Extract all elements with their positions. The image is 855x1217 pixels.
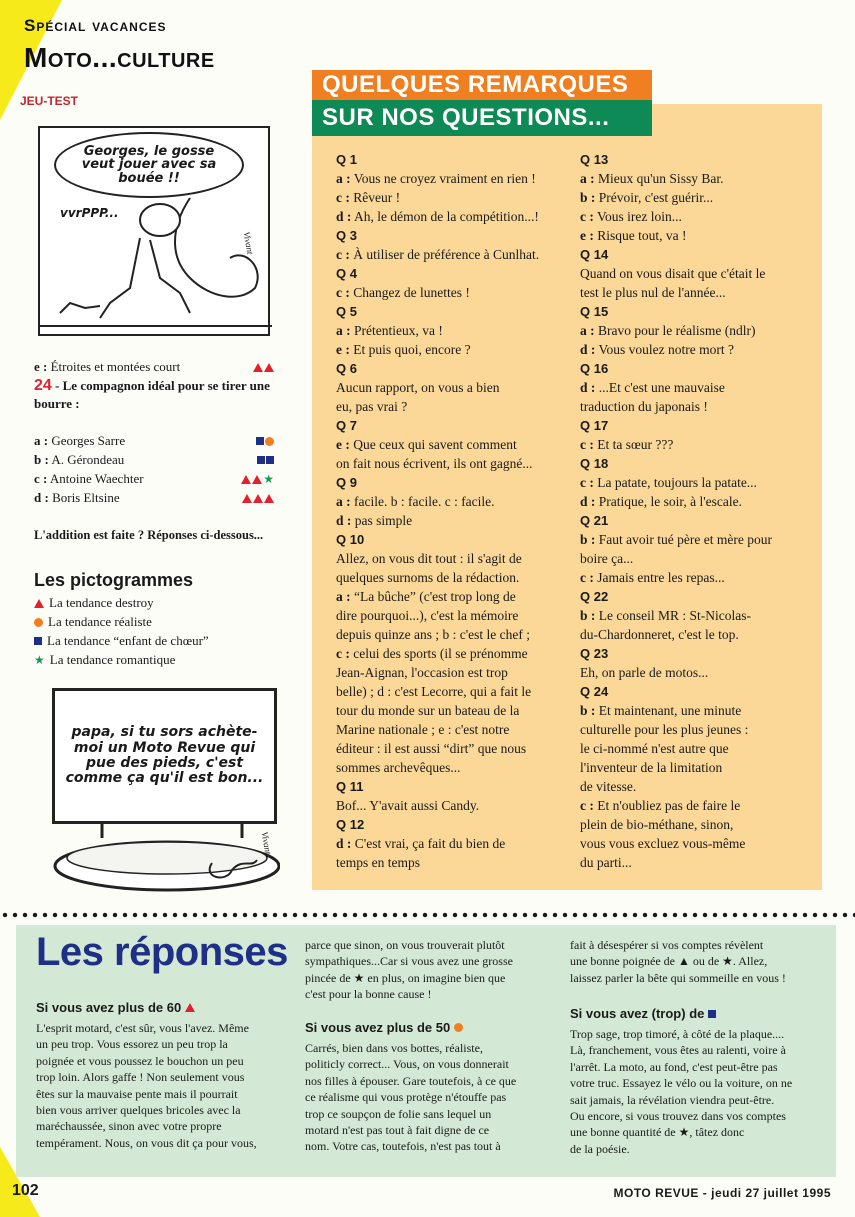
option-letter: d : [580,342,596,357]
question-heading: Q 13 [580,152,609,167]
text-line: Marine nationale ; e : c'est notre [336,722,510,737]
square-icon [266,456,274,464]
option-letter: d : [336,513,352,528]
text-line: laissez parler la bête qui sommeille en vous ! [570,970,786,985]
option-letter: d : [580,380,596,395]
question-heading: Q 10 [336,532,365,547]
text-line: pincée de ★ en plus, on imagine bien que [305,970,506,985]
square-icon [257,456,265,464]
text-line: belle) ; d : c'est Lecorre, qui a fait le [336,684,532,699]
heading-over-50 [305,1020,463,1035]
answer-option-label: c : Antoine Waechter [34,471,144,486]
text-line: dire pourquoi...), c'est la mémoire [336,608,519,623]
text-line: d : C'est vrai, ça fait du bien de [336,836,506,851]
heading-over-60 [36,1000,195,1015]
option-letter: c : [336,646,350,661]
square-icon [256,437,264,445]
question-heading: Q 14 [580,247,609,262]
text-line: du-Chardonneret, c'est le top. [580,627,739,642]
option-letter: a : [580,323,595,338]
artist-signature: Vivant [241,230,256,256]
star-icon: ★ [34,653,45,667]
text-line: quelques surnoms de la rédaction. [336,570,520,585]
pictogram-legend-label: La tendance destroy [49,595,154,610]
option-letter: a : [336,323,351,338]
option-letter: d : [580,494,596,509]
answer-option-label: a : Georges Sarre [34,433,126,448]
heading-over-50-text: Si vous avez plus de 50 [305,1020,451,1035]
text-line: êtes sur la mauvaise pente mais il pourrait [36,1086,238,1101]
text-line: sympathiques...Car si vous avez une grosse [305,954,513,969]
answer-option-marks [241,473,274,485]
answers-title: Les réponses [36,930,288,974]
triangle-icon [185,1003,195,1012]
remarks-column-2 [580,150,815,872]
text-line: de vitesse. [580,779,637,794]
text-line: Trop sage, trop timoré, à côté de la plaque.... [570,1027,785,1041]
text-line: depuis quinze ans ; b : c'est le chef ; [336,627,530,642]
pictogram-legend-row [34,613,152,631]
text-line: ce réalisme qui vous protège n'étouffe pas [305,1090,507,1105]
dotted-separator [0,910,855,920]
option-letter: c : [336,247,350,262]
text-line: c : Vous irez loin... [580,209,682,224]
pictogram-legend-label: La tendance romantique [49,652,176,667]
pictogram-legend-label: La tendance “enfant de chœur” [47,633,209,648]
option-letter: c : [336,285,350,300]
text-line: votre truc. Essayez le vélo ou la voiture, on ne [570,1076,793,1091]
text-line: b : Le conseil MR : St-Nicolas- [580,608,751,623]
text-line: parce que sinon, on vous trouverait plutôt [305,938,505,952]
question-24 [34,377,274,413]
question-heading: Q 24 [580,684,609,699]
text-line: un peu trop. Vous essorez un peu trop la [36,1037,228,1052]
footer-credit: MOTO REVUE - jeudi 27 juillet 1995 [613,1186,831,1200]
text-line: d : Pratique, le soir, à l'escale. [580,494,742,509]
cartoon-2 [42,688,280,898]
remarks-banner-bottom: SUR NOS QUESTIONS... [312,100,652,136]
text-line: Là, franchement, vous êtes au ralenti, voire à [570,1043,786,1058]
option-letter: c : [580,437,594,452]
option-letter: a : [34,433,49,448]
text-line: une bonne quantité de ★, tâtez donc [570,1125,745,1140]
text-line: d : Vous voulez notre mort ? [580,342,734,357]
text-line: c : Jamais entre les repas... [580,570,725,585]
text-line: sait jamais, la révélation viendra peut-être. [570,1092,775,1107]
text-line: Jean-Aignan, l'occasion est trop [336,665,508,680]
question-heading: Q 16 [580,361,609,376]
option-letter: e : [580,228,594,243]
text-line: Allez, on vous dit tout : il s'agit de [336,551,522,566]
answers-column-2a [305,937,513,1003]
text-line: Quand on vous disait que c'était le [580,266,766,281]
answers-column-3a [570,937,786,986]
text-line: de la poésie. [570,1141,630,1156]
addition-note: L'addition est faite ? Réponses ci-dessous... [34,528,264,542]
question-number: 24 [34,377,52,394]
triangle-icon [242,494,252,503]
text-line: on fait nous écrivent, ils ont gagné... [336,456,533,471]
option-letter: d : [34,490,49,505]
text-line: vous vous excluez vous-même [580,836,746,851]
dot-icon [265,437,274,446]
heading-too-many-text: Si vous avez (trop) de [570,1006,705,1021]
section-kicker: Spécial vacances [24,16,167,35]
option-letter: c : [580,798,594,813]
pictogram-legend-row [34,651,175,669]
text-line: c : Rêveur ! [336,190,401,205]
text-line: c : À utiliser de préférence à Cunlhat. [336,247,540,262]
page-title: Moto...culture [24,42,215,73]
triangle-icon [253,363,263,372]
text-line: e : Que ceux qui savent comment [336,437,517,452]
text-line: b : Et maintenant, une minute [580,703,742,718]
answers-column-3b [570,1026,792,1157]
answer-option-row [34,470,274,488]
pictogram-legend-row [34,594,154,612]
text-line: fait à désespérer si vos comptes révèlent [570,938,764,952]
triangle-icon [34,599,44,608]
triangle-icon [264,494,274,503]
text-line: a : Prétentieux, va ! [336,323,443,338]
text-line: nos filles à épouser. Gare toutefois, à ce que [305,1073,517,1088]
question-heading: Q 5 [336,304,357,319]
option-letter: a : [336,494,351,509]
text-line: du parti... [580,855,632,870]
pictograms-title: Les pictogrammes [34,570,194,590]
text-line: une bonne poignée de ▲ ou de ★. Allez, [570,954,768,969]
answer-option-marks [242,494,274,503]
section-label: JEU-TEST [20,94,79,108]
text-line: trop loin. Alors gaffe ! Non seulement vous [36,1070,245,1085]
option-letter: c : [34,471,48,486]
text-line: L'esprit motard, c'est sûr, vous l'avez. Même [36,1021,249,1035]
text-line: sommes archevêques... [336,760,461,775]
text-line: b : Faut avoir tué père et mère pour [580,532,772,547]
text-line: bien vous arriver quelques bricoles avec la [36,1102,241,1117]
question-heading: Q 11 [336,779,364,794]
dot-icon [34,618,43,627]
text-line: l'inventeur de la limitation [580,760,723,775]
text-line: éditeur : il est aussi “dirt” que nous [336,741,527,756]
text-line: plein de bio-méthane, sinon, [580,817,734,832]
heading-too-many [570,1006,716,1021]
question-heading: Q 7 [336,418,357,433]
star-icon: ★ [263,472,274,486]
remarks-banner-top: QUELQUES REMARQUES [312,70,652,100]
remarks-column-1 [336,150,571,872]
option-letter: b : [580,608,596,623]
text-line: tour du monde sur un bateau de la [336,703,520,718]
text-line: nom. Votre cas, toutefois, n'est pas tout à [305,1139,501,1154]
pictogram-legend-row [34,632,209,650]
text-line: Eh, on parle de motos... [580,665,709,680]
text-line: trop ce soupçon de folie sans lequel un [305,1106,492,1121]
text-line: a : “La bûche” (c'est trop long de [336,589,516,604]
text-line: politicly correct... Vous, on vous donnerait [305,1057,509,1072]
text-line: e : Et puis quoi, encore ? [336,342,471,357]
answer-option-row [34,432,274,450]
triangle-icon [264,363,274,372]
answer-option-row [34,489,274,507]
text-line: a : Vous ne croyez vraiment en rien ! [336,171,536,186]
question-heading: Q 15 [580,304,609,319]
text-line: l'arrêt. La moto, au fond, c'est peut-être pas [570,1059,778,1074]
text-line: le ci-nommé n'est autre que [580,741,729,756]
question-heading: Q 9 [336,475,357,490]
cartoon-1 [38,126,270,336]
square-icon [34,637,42,645]
text-line: motard n'est pas tout à fait digne de ce [305,1122,490,1137]
text-line: d : pas simple [336,513,413,528]
text-line: tempérament. Nous, on vous dit ça pour vous, [36,1135,257,1150]
text-line: test le plus nul de l'année... [580,285,726,300]
artist-signature-2: Vivant [259,830,274,856]
question-heading: Q 17 [580,418,609,433]
question-heading: Q 4 [336,266,357,281]
option-letter: b : [580,703,596,718]
text-line: Aucun rapport, on vous a bien [336,380,500,395]
text-line: Carrés, bien dans vos bottes, réaliste, [305,1041,483,1055]
option-letter: c : [580,475,594,490]
option-letter: d : [336,836,352,851]
text-line: c'est pour la bonne cause ! [305,987,432,1002]
text-line: d : Ah, le démon de la compétition...! [336,209,539,224]
text-line: Bof... Y'avait aussi Candy. [336,798,480,813]
option-letter: e : [34,359,48,374]
option-letter: b : [34,452,49,467]
option-letter: a : [580,171,595,186]
text-line: c : Et ta sœur ??? [580,437,674,452]
question-heading: Q 3 [336,228,357,243]
question-heading: Q 6 [336,361,357,376]
text-line: maréchaussée, sinon avec votre propre [36,1119,222,1134]
option-e-row [34,358,274,376]
question-heading: Q 12 [336,817,365,832]
option-letter: a : [336,589,351,604]
heading-over-60-text: Si vous avez plus de 60 [36,1000,182,1015]
text-line: a : Bravo pour le réalisme (ndlr) [580,323,756,338]
answer-option-label: d : Boris Eltsine [34,490,120,505]
text-line: c : celui des sports (il se prénomme [336,646,528,661]
option-letter: c : [580,570,594,585]
answer-option-label: b : A. Gérondeau [34,452,125,467]
text-line: temps en temps [336,855,420,870]
answer-option-row [34,451,274,469]
text-line: c : Et n'oubliez pas de faire le [580,798,741,813]
option-letter: e : [336,342,350,357]
pictogram-legend-label: La tendance réaliste [48,614,152,629]
dot-icon [454,1023,463,1032]
text-line: a : Mieux qu'un Sissy Bar. [580,171,724,186]
answer-option-marks [257,456,274,464]
option-letter: a : [336,171,351,186]
text-line: Ou encore, si vous trouvez dans vos comptes [570,1108,786,1123]
question-heading: Q 1 [336,152,357,167]
option-letter: c : [580,209,594,224]
text-line: poignée et vous poussez le bouchon un peu [36,1053,244,1068]
question-heading: Q 22 [580,589,609,604]
cartoon-drawing [40,128,272,338]
question-heading: Q 23 [580,646,609,661]
question-heading: Q 18 [580,456,609,471]
text-line: eu, pas vrai ? [336,399,408,414]
text-line: c : Changez de lunettes ! [336,285,470,300]
triangle-icon [253,494,263,503]
option-letter: b : [580,532,596,547]
text-line: boire ça... [580,551,634,566]
sfx-text: vvrPPP... [60,206,119,220]
text-line: a : facile. b : facile. c : facile. [336,494,495,509]
cartoon-drawing-2 [42,688,280,898]
option-letter: c : [336,190,350,205]
page-number: 102 [12,1182,39,1199]
bubble-text: Georges, le gosse veut jouer avec sa bouée !! [81,143,217,186]
question-heading: Q 21 [580,513,609,528]
option-letter: e : [336,437,350,452]
sign-text: papa, si tu sors achète-moi un Moto Revue qui pue des pieds, c'est comme ça qu'il est bon... [65,724,264,787]
option-e-label: e : Étroites et montées court [34,359,181,374]
triangle-icon [241,475,251,484]
text-line: traduction du japonais ! [580,399,708,414]
answers-column-1 [36,1020,257,1151]
answers-column-2b [305,1040,516,1155]
text-line: culturelle pour les plus jeunes : [580,722,749,737]
text-line: c : La patate, toujours la patate... [580,475,757,490]
answer-option-marks [256,437,274,446]
triangle-icon [252,475,262,484]
option-e-marks [253,363,274,372]
square-icon [708,1010,716,1018]
question-text: - Le compagnon idéal pour se tirer une bourre : [34,378,270,411]
text-line: e : Risque tout, va ! [580,228,687,243]
text-line: b : Prévoir, c'est guérir... [580,190,714,205]
option-letter: d : [336,209,352,224]
option-letter: b : [580,190,596,205]
text-line: d : ...Et c'est une mauvaise [580,380,725,395]
